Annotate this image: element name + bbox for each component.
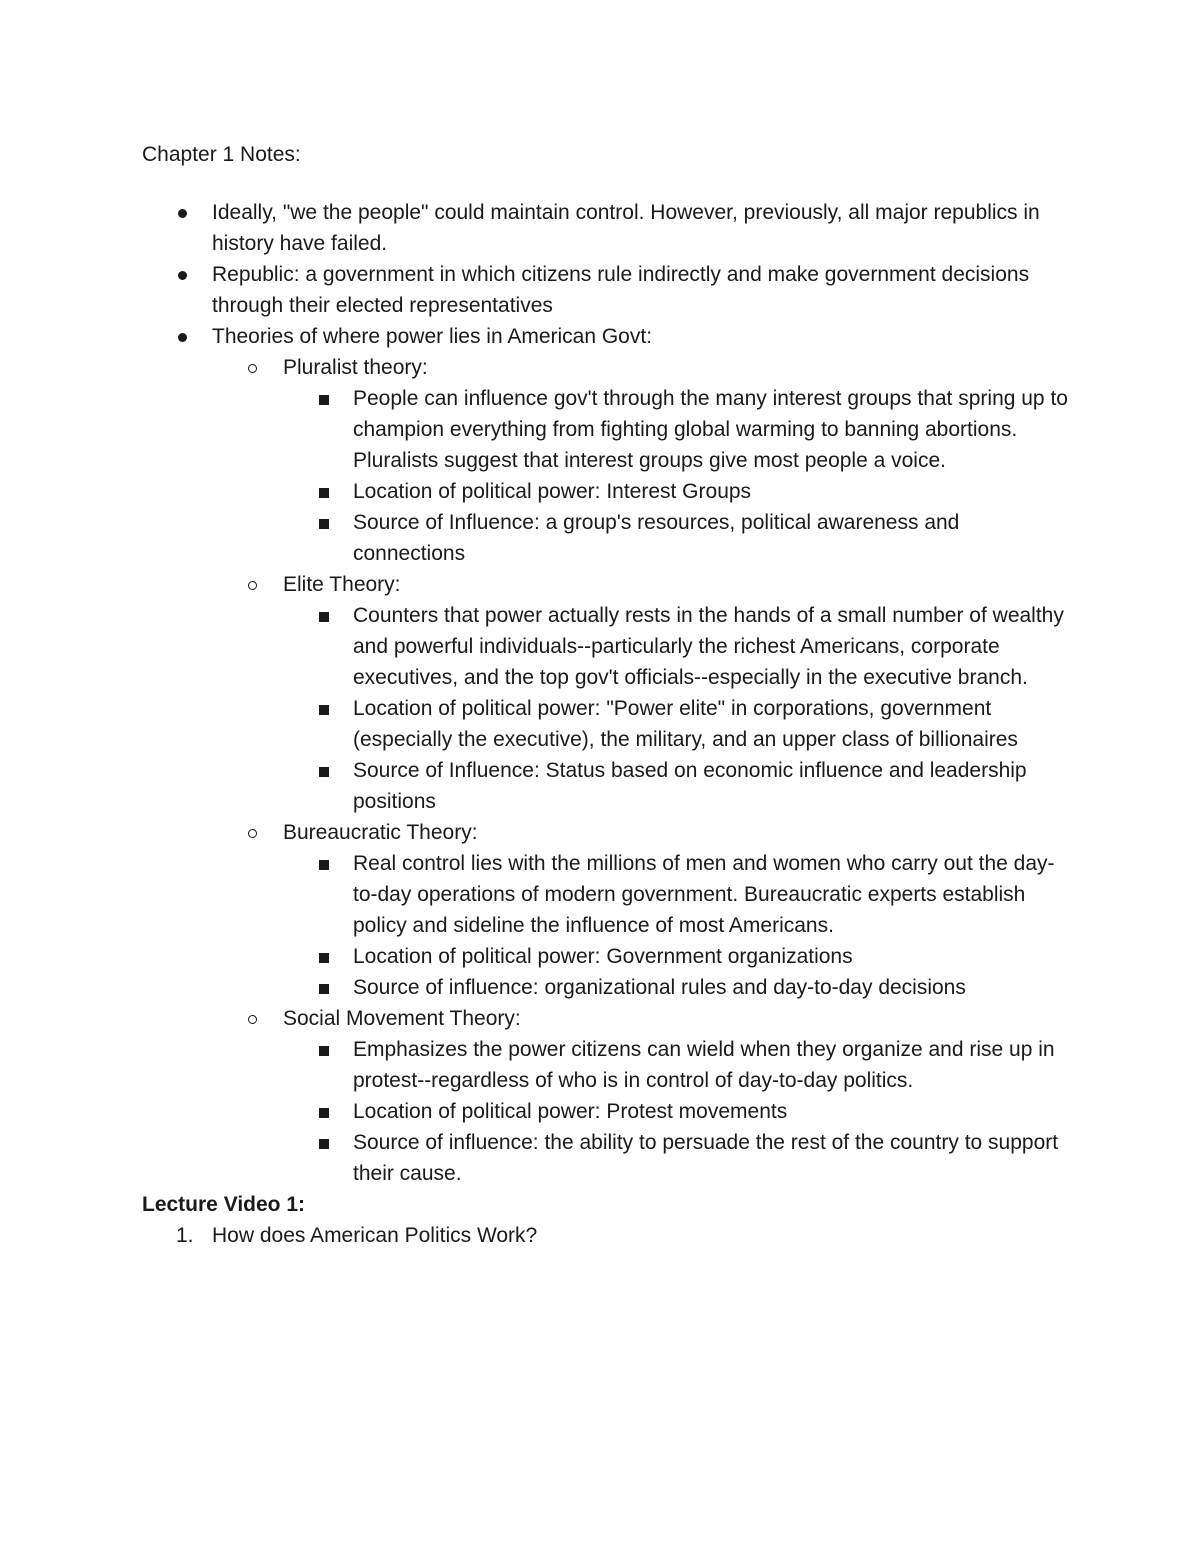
theory-point-text: People can influence gov't through the many interest groups that spring up to champion everything from fighting global warming to banning abortions. Pluralists suggest that interest groups give most people a voice. bbox=[353, 387, 1068, 472]
chapter-heading: Chapter 1 Notes: bbox=[142, 143, 301, 166]
theory-name: Elite Theory: bbox=[283, 573, 401, 596]
numbered-item-text: How does American Politics Work? bbox=[212, 1224, 538, 1247]
theory-point bbox=[142, 972, 1072, 1003]
theory-item-elite bbox=[142, 569, 1072, 600]
theory-item-bureaucratic bbox=[142, 817, 1072, 848]
numbered-list-item bbox=[142, 1220, 1072, 1251]
theory-name: Social Movement Theory: bbox=[283, 1007, 521, 1030]
bullet-square-icon bbox=[319, 705, 329, 715]
bullet-disc-icon bbox=[178, 333, 187, 342]
theory-item-pluralist bbox=[142, 352, 1072, 383]
theory-point-text: Source of influence: the ability to persuade the rest of the country to support their cause. bbox=[353, 1131, 1059, 1185]
bullet-disc-icon bbox=[178, 271, 187, 280]
bullet-square-icon bbox=[319, 953, 329, 963]
theory-point bbox=[142, 693, 1072, 755]
list-item-text: Theories of where power lies in American Govt: bbox=[212, 325, 653, 348]
bullet-square-icon bbox=[319, 1139, 329, 1149]
theory-point bbox=[142, 848, 1072, 941]
theory-point bbox=[142, 1096, 1072, 1127]
theory-point-text: Source of influence: organizational rules and day-to-day decisions bbox=[353, 976, 966, 999]
list-item-text: Republic: a government in which citizens rule indirectly and make government decisions through their elected representatives bbox=[212, 263, 1030, 317]
bullet-square-icon bbox=[319, 488, 329, 498]
list-item bbox=[142, 321, 1072, 352]
list-item bbox=[142, 197, 1072, 259]
theory-name: Pluralist theory: bbox=[283, 356, 428, 379]
theory-point bbox=[142, 1034, 1072, 1096]
list-item bbox=[142, 259, 1072, 321]
theory-point bbox=[142, 507, 1072, 569]
bullet-square-icon bbox=[319, 767, 329, 777]
theory-point-text: Location of political power: Interest Groups bbox=[353, 480, 752, 503]
bullet-square-icon bbox=[319, 519, 329, 529]
theory-point bbox=[142, 1127, 1072, 1189]
bullet-circle-icon bbox=[248, 829, 257, 838]
theory-point bbox=[142, 383, 1072, 476]
bullet-square-icon bbox=[319, 1046, 329, 1056]
bullet-square-icon bbox=[319, 395, 329, 405]
bullet-circle-icon bbox=[248, 1015, 257, 1024]
theory-point-text: Location of political power: Government organizations bbox=[353, 945, 853, 968]
theory-point-text: Real control lies with the millions of men and women who carry out the day-to-day operations of modern government. Bureaucratic experts establish policy and sideline the influence of most Americans. bbox=[353, 852, 1055, 937]
bullet-square-icon bbox=[319, 860, 329, 870]
theory-point-text: Location of political power: "Power elite" in corporations, government (especially the executive), the military, and an upper class of billionaires bbox=[353, 697, 1018, 751]
document-page bbox=[142, 139, 1072, 1251]
theory-point-text: Source of Influence: a group's resources, political awareness and connections bbox=[353, 511, 960, 565]
theory-point-text: Counters that power actually rests in the hands of a small number of wealthy and powerful individuals--particularly the richest Americans, corporate executives, and the top gov't officials--especially in the executive branch. bbox=[353, 604, 1064, 689]
theory-point bbox=[142, 600, 1072, 693]
bullet-square-icon bbox=[319, 1108, 329, 1118]
theory-name: Bureaucratic Theory: bbox=[283, 821, 478, 844]
theory-item-social-movement bbox=[142, 1003, 1072, 1034]
lecture-heading: Lecture Video 1: bbox=[142, 1193, 305, 1216]
lecture-numbered-list bbox=[142, 1220, 1072, 1251]
theory-point-text: Emphasizes the power citizens can wield when they organize and rise up in protest--regardless of who is in control of day-to-day politics. bbox=[353, 1038, 1055, 1092]
theory-point bbox=[142, 755, 1072, 817]
list-item-text: Ideally, "we the people" could maintain control. However, previously, all major republics in history have failed. bbox=[212, 201, 1040, 255]
theory-point bbox=[142, 941, 1072, 972]
bullet-circle-icon bbox=[248, 581, 257, 590]
bullet-square-icon bbox=[319, 984, 329, 994]
bullet-square-icon bbox=[319, 612, 329, 622]
theory-point-text: Source of Influence: Status based on economic influence and leadership positions bbox=[353, 759, 1027, 813]
theory-point bbox=[142, 476, 1072, 507]
main-bullet-list bbox=[142, 197, 1072, 1189]
list-number: 1. bbox=[176, 1224, 194, 1247]
bullet-disc-icon bbox=[178, 209, 187, 218]
bullet-circle-icon bbox=[248, 364, 257, 373]
theory-point-text: Location of political power: Protest movements bbox=[353, 1100, 788, 1123]
